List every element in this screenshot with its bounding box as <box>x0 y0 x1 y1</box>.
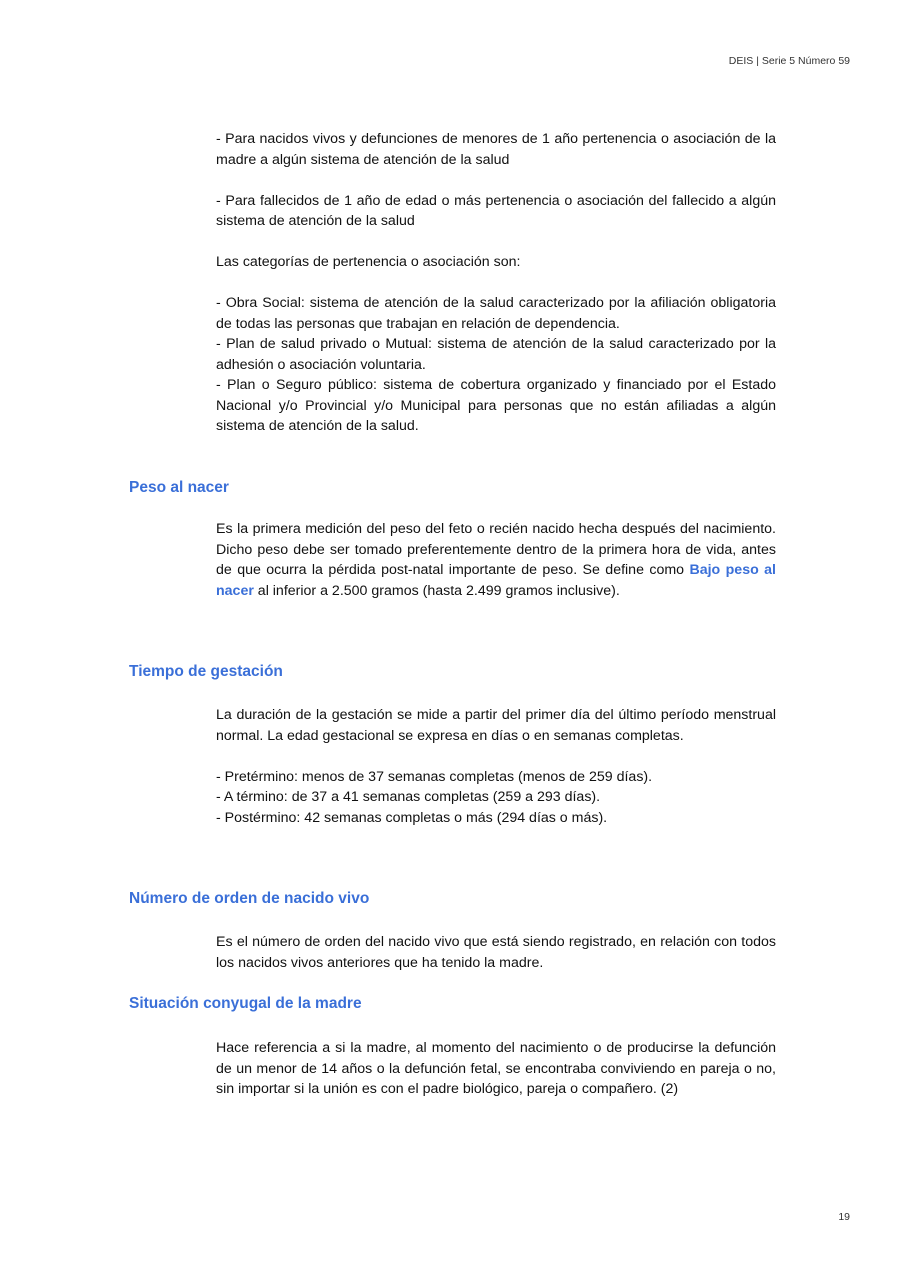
page-number: 19 <box>838 1211 850 1223</box>
section-heading-conyugal: Situación conyugal de la madre <box>129 995 362 1012</box>
peso-text-before: Es la primera medición del peso del feto o recién nacido hecha después del nacimiento. Dicho peso debe ser tomado preferentemente dentro de la primera hora de vida, antes de que ocurra la pérdida post-natal importante de peso. Se define como <box>216 521 776 578</box>
conyugal-section <box>216 1038 776 1100</box>
list-item: - Postérmino: 42 semanas completas o más (294 días o más). <box>216 809 608 826</box>
intro-section <box>216 129 776 437</box>
section-heading-orden: Número de orden de nacido vivo <box>129 890 370 907</box>
intro-paragraph-1: - Para nacidos vivos y defunciones de menores de 1 año pertenencia o asociación de la madre a algún sistema de atención de la salud <box>216 131 776 168</box>
gestacion-paragraph: La duración de la gestación se mide a partir del primer día del último período menstrual normal. La edad gestacional se expresa en días o en semanas completas. <box>216 707 776 744</box>
peso-section <box>216 519 776 601</box>
list-item: - Obra Social: sistema de atención de la salud caracterizado por la afiliación obligatoria de todas las personas que trabajan en relación de dependencia. <box>216 295 776 332</box>
list-item: - Plan de salud privado o Mutual: sistema de atención de la salud caracterizado por la adhesión o asociación voluntaria. <box>216 336 776 373</box>
conyugal-paragraph: Hace referencia a si la madre, al momento del nacimiento o de producirse la defunción de un menor de 14 años o la defunción fetal, se encontraba conviviendo en pareja o no, sin importar si la unión es con el padre biológico, pareja o compañero. (2) <box>216 1040 776 1097</box>
bajo-peso-highlight: Bajo peso al nacer <box>216 562 776 599</box>
orden-paragraph: Es el número de orden del nacido vivo que está siendo registrado, en relación con todos los nacidos vivos anteriores que ha tenido la madre. <box>216 934 776 971</box>
running-header: DEIS | Serie 5 Número 59 <box>728 55 850 67</box>
intro-paragraph-2: - Para fallecidos de 1 año de edad o más pertenencia o asociación del fallecido a algún sistema de atención de la salud <box>216 192 776 229</box>
list-item: - Plan o Seguro público: sistema de cobertura organizado y financiado por el Estado Nacional y/o Provincial y/o Municipal para personas que no están afiliadas a algún sistema de atención de la salud. <box>216 377 776 434</box>
list-item: - Pretérmino: menos de 37 semanas completas (menos de 259 días). <box>216 768 653 785</box>
section-heading-peso: Peso al nacer <box>129 479 229 496</box>
peso-paragraph <box>216 519 776 601</box>
intro-paragraph-3: Las categorías de pertenencia o asociación son: <box>216 254 521 270</box>
orden-section <box>216 932 776 973</box>
section-heading-gestacion: Tiempo de gestación <box>129 663 283 680</box>
peso-text-after: al inferior a 2.500 gramos (hasta 2.499 gramos inclusive). <box>253 582 620 599</box>
list-item: - A término: de 37 a 41 semanas completas (259 a 293 días). <box>216 789 601 805</box>
gestacion-section <box>216 705 776 828</box>
